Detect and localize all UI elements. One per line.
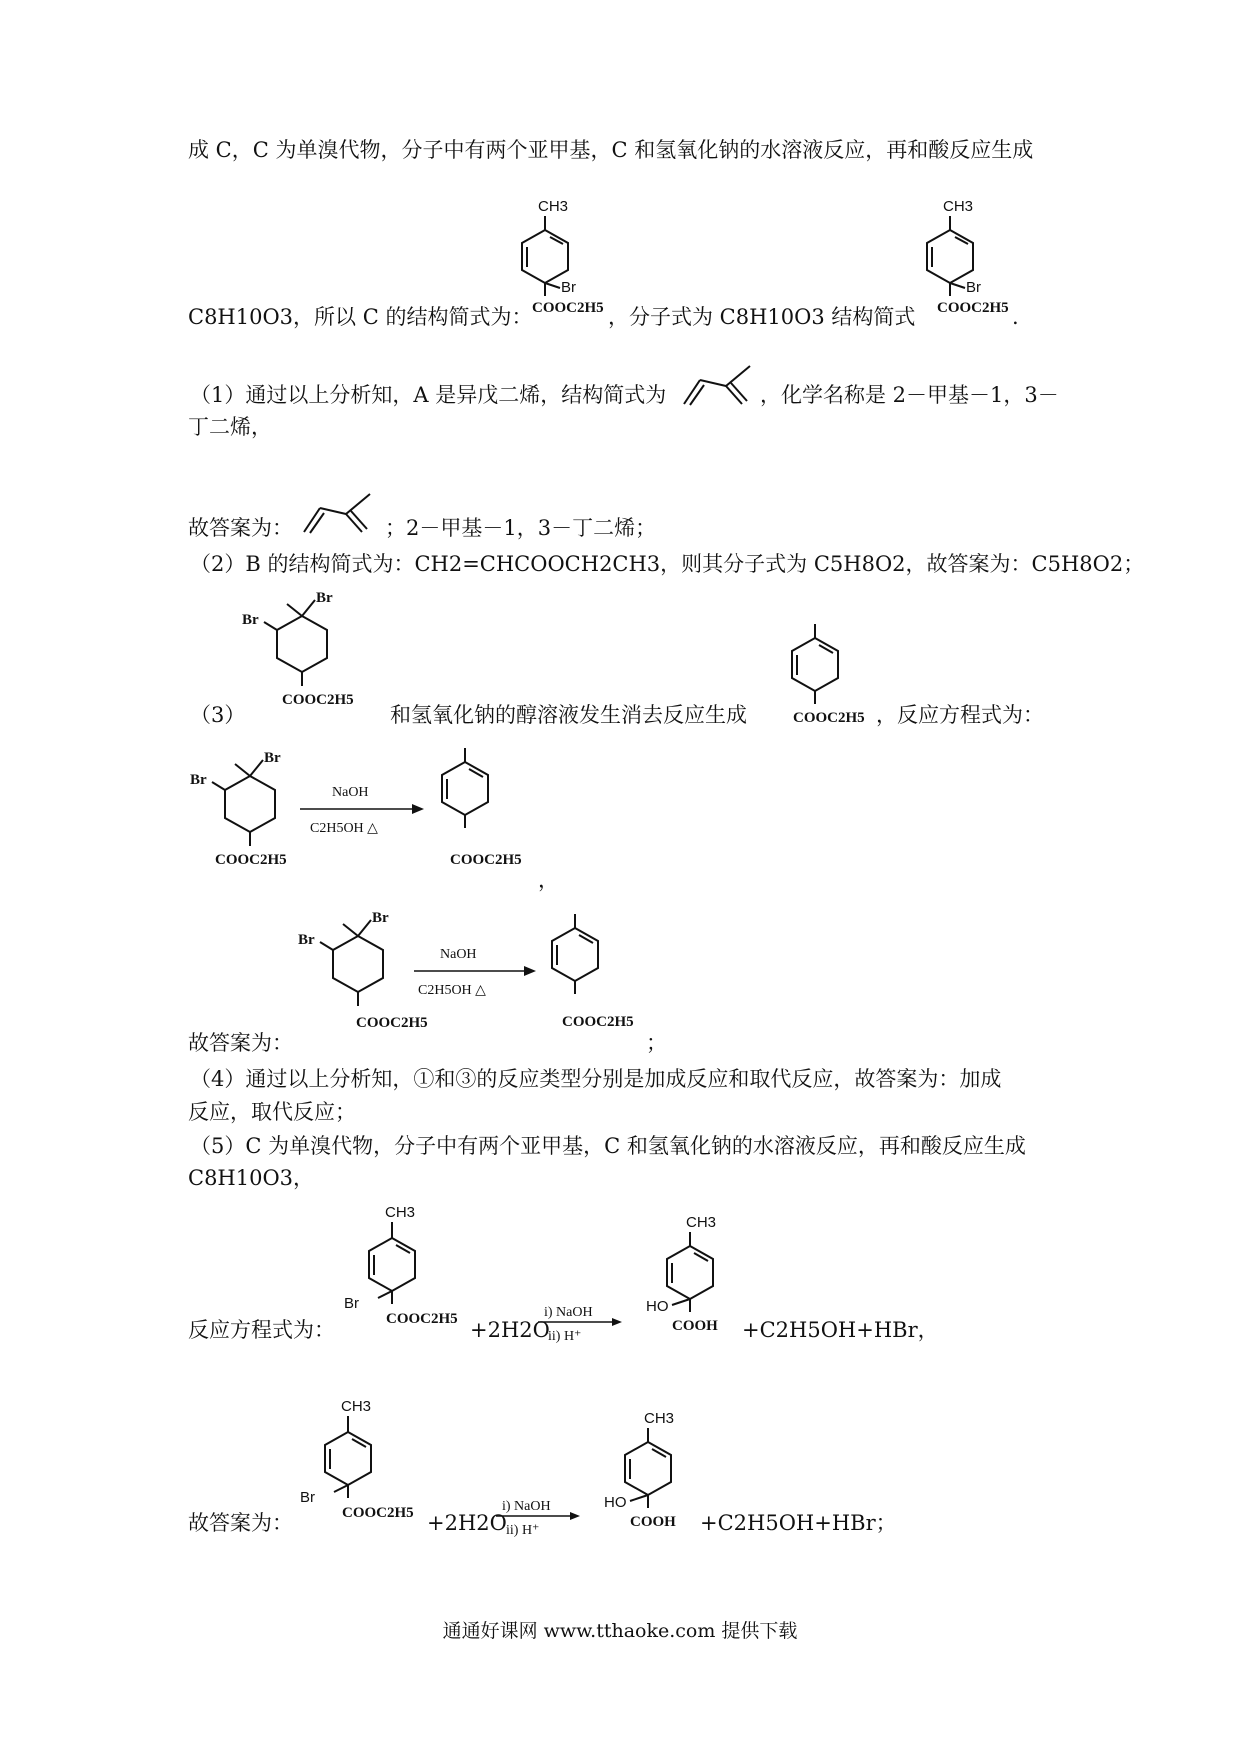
q4-line-b: 反应，取代反应； xyxy=(188,1100,356,1124)
reagent-etoh-heat: C2H5OH △ xyxy=(418,983,486,998)
br-label: Br xyxy=(264,750,281,766)
q5-answer-plus-water: +2H2O xyxy=(427,1511,507,1535)
reagent-step1: i) NaOH xyxy=(544,1305,593,1320)
br-label: Br xyxy=(298,932,315,948)
br-label: Br xyxy=(966,279,981,296)
ho-label: HO xyxy=(604,1494,627,1511)
q4-line-a: （4）通过以上分析知，①和③的反应类型分别是加成反应和取代反应，故答案为：加成 xyxy=(190,1067,1002,1091)
diene-ester-structure xyxy=(775,620,885,730)
br-label: Br xyxy=(561,279,576,296)
br-label: Br xyxy=(316,590,333,606)
text-line-2a: C8H10O3，所以 C 的结构简式为： xyxy=(188,305,533,329)
ester-label: COOC2H5 xyxy=(562,1014,634,1030)
q1-line-a: （1）通过以上分析知，A 是异戊二烯，结构简式为 xyxy=(190,383,667,407)
eq3-arrow xyxy=(536,1300,626,1348)
reagent-step2: ii) H⁺ xyxy=(548,1329,582,1344)
br-label: Br xyxy=(300,1489,315,1506)
q5-equation-label: 反应方程式为： xyxy=(188,1318,335,1342)
isoprene-structure xyxy=(680,360,760,410)
ch3-label: CH3 xyxy=(686,1214,717,1231)
ester-label: COOC2H5 xyxy=(386,1311,458,1327)
ho-label: HO xyxy=(646,1298,669,1315)
reagent-naoh: NaOH xyxy=(332,785,369,800)
q3-answer-label: 故答案为： xyxy=(188,1031,293,1055)
br-label: Br xyxy=(190,772,207,788)
eq4-reactant xyxy=(296,1392,436,1532)
ester-label: COOC2H5 xyxy=(793,710,865,726)
text-line-2c: . xyxy=(1012,305,1019,329)
q5-line-a: （5）C 为单溴代物，分子中有两个亚甲基，C 和氢氧化钠的水溶液反应，再和酸反应生成 xyxy=(190,1134,1026,1158)
q5-line-b: C8H10O3， xyxy=(188,1166,315,1190)
ester-label: COOC2H5 xyxy=(282,692,354,708)
q1-line-b: ，化学名称是 2－甲基－1，3－ xyxy=(760,383,1059,407)
structure-c-bromo-ester xyxy=(500,192,610,327)
reagent-step1: i) NaOH xyxy=(502,1499,551,1514)
br-label: Br xyxy=(372,910,389,926)
ester-label: COOC2H5 xyxy=(215,852,287,868)
br-label: Br xyxy=(344,1295,359,1312)
ester-label: COOC2H5 xyxy=(532,300,604,316)
ester-label: COOC2H5 xyxy=(342,1505,414,1521)
eq1-product xyxy=(420,736,550,866)
q5-products: +C2H5OH+HBr， xyxy=(742,1318,939,1342)
acid-label: COOH xyxy=(630,1514,676,1530)
reagent-etoh-heat: C2H5OH △ xyxy=(310,821,378,836)
eq4-product xyxy=(578,1404,708,1534)
ester-label: COOC2H5 xyxy=(356,1015,428,1031)
br-label: Br xyxy=(242,612,259,628)
reagent-naoh: NaOH xyxy=(440,947,477,962)
page-footer: 通通好课网 www.tthaoke.com 提供下载 xyxy=(442,1620,798,1642)
isoprene-structure-answer xyxy=(300,488,380,538)
ch3-label: CH3 xyxy=(538,198,569,215)
eq1-arrow xyxy=(298,776,428,846)
q5-plus-water: +2H2O xyxy=(470,1318,550,1342)
eq2-product xyxy=(530,902,660,1032)
q2-line: （2）B 的结构简式为：CH2=CHCOOCH2CH3，则其分子式为 C5H8O2，故答案为：C5H8O2； xyxy=(190,552,1145,576)
eq4-arrow xyxy=(494,1494,584,1542)
eq2-arrow xyxy=(412,938,542,1008)
text-line-2b: ，分子式为 C8H10O3 结构简式 xyxy=(608,305,916,329)
q3-line-c: ，反应方程式为： xyxy=(876,703,1044,727)
eq3-product xyxy=(620,1208,750,1338)
q3-line-b: 和氢氧化钠的醇溶液发生消去反应生成 xyxy=(390,703,747,727)
q1-answer-text: ；2－甲基－1，3－丁二烯； xyxy=(385,516,657,540)
text-line-1: 成 C，C 为单溴代物，分子中有两个亚甲基，C 和氢氧化钠的水溶液反应，再和酸反应生成 xyxy=(188,138,1034,162)
ester-label: COOC2H5 xyxy=(937,300,1009,316)
ester-label: COOC2H5 xyxy=(450,852,522,868)
acid-label: COOH xyxy=(672,1318,718,1334)
ch3-label: CH3 xyxy=(385,1204,416,1221)
q1-line-c: 丁二烯， xyxy=(188,415,272,439)
ch3-label: CH3 xyxy=(341,1398,372,1415)
q3-comma: ， xyxy=(538,868,559,892)
reagent-step2: ii) H⁺ xyxy=(506,1523,540,1538)
ch3-label: CH3 xyxy=(943,198,974,215)
eq3-reactant xyxy=(340,1198,480,1338)
ch3-label: CH3 xyxy=(644,1410,675,1427)
q1-answer-label: 故答案为： xyxy=(188,516,293,540)
structure-c-bromo-ester-2 xyxy=(905,192,1015,327)
dibromo-ester-structure xyxy=(242,586,392,716)
q5-answer-label: 故答案为： xyxy=(188,1511,293,1535)
q5-answer-products: +C2H5OH+HBr； xyxy=(700,1511,897,1535)
q3-answer-end: ； xyxy=(646,1031,667,1055)
q3-label: （3） xyxy=(190,703,246,727)
